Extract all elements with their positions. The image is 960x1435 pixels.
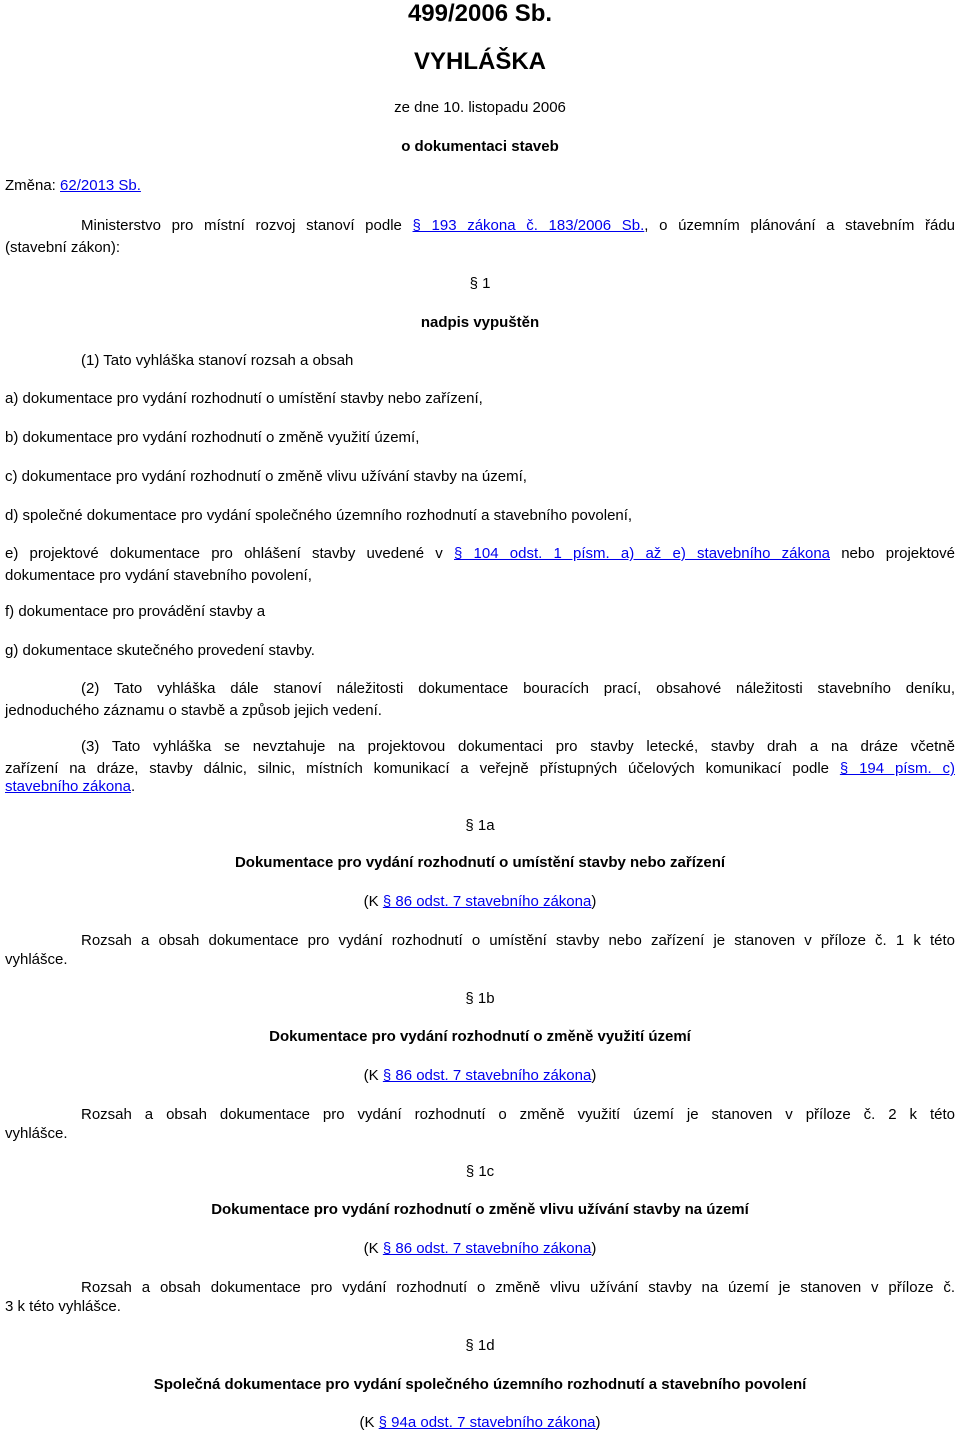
section-1a-text-line-2: vyhlášce. [5, 951, 68, 968]
section-1-paragraph-2-line-1: (2) Tato vyhláška dále stanoví náležitosti dokumentace bouracích prací, obsahové náležitosti stavebního deníku, [81, 680, 955, 697]
section-1d-ref-link[interactable]: § 94a odst. 7 stavebního zákona [378, 1414, 596, 1431]
section-1a-number: § 1a [465, 817, 495, 834]
section-1d-number: § 1d [465, 1337, 495, 1354]
list-item-e [5, 543, 955, 565]
section-1b-text-line-1: Rozsah a obsah dokumentace pro vydání rozhodnutí o změně využití území je stanoven v příloze č. 2 k této [81, 1106, 955, 1123]
document-date: ze dne 10. listopadu 2006 [394, 99, 566, 116]
section-1c-number: § 1c [465, 1163, 495, 1180]
list-item-c: c) dokumentace pro vydání rozhodnutí o změně vlivu užívání stavby na území, [5, 468, 527, 485]
document-number: 499/2006 Sb. [407, 0, 553, 27]
section-1b-reference [0, 1065, 960, 1087]
section-1c-reference [0, 1238, 960, 1260]
section-1b-ref-link[interactable]: § 86 odst. 7 stavebního zákona [382, 1067, 592, 1084]
section-1-paragraph-3 [5, 736, 955, 758]
list-item-e-text-cont: nebo projektové [841, 545, 955, 562]
list-item-b: b) dokumentace pro vydání rozhodnutí o změně využití území, [5, 429, 420, 446]
list-item-a: a) dokumentace pro vydání rozhodnutí o umístění stavby nebo zařízení, [5, 390, 483, 407]
section-1d-reference [0, 1412, 960, 1434]
list-item-f: f) dokumentace pro provádění stavby a [5, 603, 266, 620]
section-1c-text-line-2: 3 k této vyhlášce. [5, 1298, 121, 1315]
section-1c-ref-link[interactable]: § 86 odst. 7 stavebního zákona [382, 1240, 592, 1257]
section-1a-title: Dokumentace pro vydání rozhodnutí o umístění stavby nebo zařízení [234, 854, 726, 871]
ref-close: ) [595, 1414, 601, 1431]
section-1a-text-line-1: Rozsah a obsah dokumentace pro vydání rozhodnutí o umístění stavby nebo zařízení je stanoven v příloze č. 1 k této [81, 932, 955, 949]
section-1b-text [5, 1104, 955, 1126]
paragraph-3-link-cont[interactable]: stavebního zákona [5, 778, 131, 795]
intro-text-cont: , o územním plánování a stavebním řádu [644, 217, 955, 234]
ref-open: (K [363, 893, 379, 910]
change-link[interactable]: 62/2013 Sb. [60, 177, 141, 194]
ref-close: ) [591, 1067, 597, 1084]
section-1-paragraph-3-line-1: (3) Tato vyhláška se nevztahuje na projektovou dokumentaci pro stavby letecké, stavby drah a na dráze včetně [81, 738, 955, 755]
ref-close: ) [591, 1240, 597, 1257]
section-1c-text [5, 1277, 955, 1299]
section-1a-reference [0, 891, 960, 913]
paragraph-3-link[interactable]: § 194 písm. c) [839, 760, 955, 777]
ref-close: ) [591, 893, 597, 910]
document-subject: o dokumentaci staveb [401, 138, 559, 155]
section-1a-ref-link[interactable]: § 86 odst. 7 stavebního zákona [382, 893, 592, 910]
section-1c-text-line-1: Rozsah a obsah dokumentace pro vydání rozhodnutí o změně vlivu užívání stavby na území je stanoven v příloze č. [81, 1279, 955, 1296]
document-type: VYHLÁŠKA [413, 48, 546, 75]
section-1-paragraph-3-line-2-wrap [5, 758, 955, 780]
paragraph-3-end: . [130, 778, 136, 795]
ref-open: (K [359, 1414, 375, 1431]
section-1-paragraph-3-line-2: zařízení na dráze, stavby dálnic, silnic, místních komunikací a veřejně přístupných účelových komunikací podle [5, 760, 830, 777]
paragraph-3-link-end [5, 776, 135, 798]
intro-text: Ministerstvo pro místní rozvoj stanoví podle [81, 217, 402, 234]
intro-paragraph [5, 215, 955, 237]
list-item-e-text: e) projektové dokumentace pro ohlášení stavby uvedené v [5, 545, 443, 562]
section-1-paragraph-1: (1) Tato vyhláška stanoví rozsah a obsah [81, 352, 354, 369]
list-item-e-text-end: dokumentace pro vydání stavebního povolení, [5, 567, 312, 584]
section-1a-text [5, 930, 955, 952]
list-item-d: d) společné dokumentace pro vydání společného územního rozhodnutí a stavebního povolení, [5, 507, 633, 524]
section-1b-text-line-2: vyhlášce. [5, 1125, 68, 1142]
intro-text-end: (stavební zákon): [5, 239, 121, 256]
section-1-paragraph-2 [5, 678, 955, 700]
ref-open: (K [363, 1240, 379, 1257]
list-item-g: g) dokumentace skutečného provedení stavby. [5, 642, 315, 659]
change-note [5, 175, 141, 197]
section-1c-title: Dokumentace pro vydání rozhodnutí o změně vlivu užívání stavby na území [211, 1201, 749, 1218]
section-1-paragraph-2-line-2: jednoduchého záznamu o stavbě a způsob jejich vedení. [5, 702, 382, 719]
section-1-note: nadpis vypuštěn [420, 314, 540, 331]
change-label: Změna: [5, 177, 56, 194]
list-item-e-link[interactable]: § 104 odst. 1 písm. a) až e) stavebního zákona [454, 545, 831, 562]
intro-link[interactable]: § 193 zákona č. 183/2006 Sb. [412, 217, 645, 234]
section-1b-title: Dokumentace pro vydání rozhodnutí o změně využití území [269, 1028, 691, 1045]
section-1-number: § 1 [469, 275, 491, 292]
ref-open: (K [363, 1067, 379, 1084]
section-1b-number: § 1b [465, 990, 495, 1007]
section-1d-title: Společná dokumentace pro vydání společného územního rozhodnutí a stavebního povolení [153, 1376, 807, 1393]
